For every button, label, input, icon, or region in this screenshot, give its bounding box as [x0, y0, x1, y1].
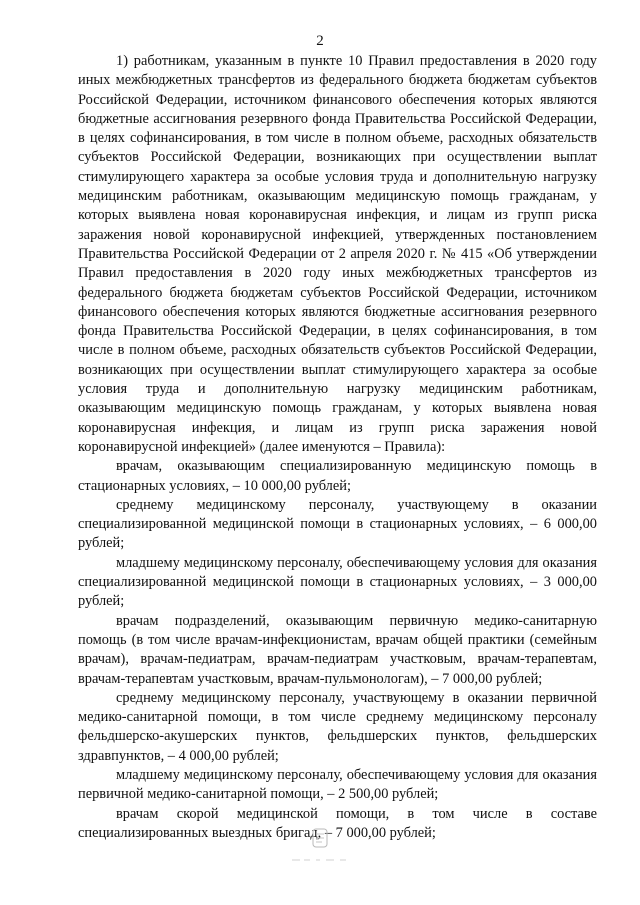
paragraph-junior-staff-primary-care: младшему медицинскому персоналу, обеспечивающему условия для оказания первичной медико-санитарной помощи, – 2 500,00 рублей;	[78, 766, 597, 803]
paragraph-nurses-inpatient: среднему медицинскому персоналу, участвующему в оказании специализированной медицинской помощи в стационарных условиях, – 6 000,00 рублей;	[78, 496, 597, 552]
paragraph-intro: 1) работникам, указанным в пункте 10 Правил предоставления в 2020 году иных межбюджетных трансфертов из федерального бюджета бюджетам субъектов Российской Федерации, источником финансового обеспечения которых являются бюджетные ассигнования резервного фонда Правительства Российской Федерации, в целях софинансирования, в том числе в полном объеме, расходных обязательств субъектов Российской Федерации, возникающих при осуществлении выплат стимулирующего характера за особые условия труда и дополнительную нагрузку медицинским работникам, оказывающим медицинскую помощь гражданам, у которых выявлена новая коронавирусная инфекция, и лицам из групп риска заражения новой коронавирусной инфекцией, утвержденных постановлением Правительства Российской Федерации от 2 апреля 2020 г. № 415 «Об утверждении Правил предоставления в 2020 году иных межбюджетных трансфертов из федерального бюджета бюджетам субъектов Российской Федерации, источником финансового обеспечения которых являются бюджетные ассигнования резервного фонда Правительства Российской Федерации, в целях софинансирования, в том числе в полном объеме, расходных обязательств субъектов Российской Федерации, возникающих при осуществлении выплат стимулирующего характера за особые условия труда и дополнительную нагрузку медицинским работникам, оказывающим медицинскую помощь гражданам, у которых выявлена новая коронавирусная инфекция, и лицам из групп риска заражения новой коронавирусной инфекцией» (далее именуются – Правила):	[78, 53, 597, 455]
paragraph-doctors-primary-care: врачам подразделений, оказывающим первичную медико-санитарную помощь (в том числе врачам-инфекционистам, врачам общей практики (семейным врачам), врачам-педиатрам, врачам-педиатрам участковым, врачам-терапевтам, врачам-терапевтам участковым, врачам-пульмонологам), – 7 000,00 рублей;	[78, 612, 597, 687]
paragraph-ambulance-doctors: врачам скорой медицинской помощи, в том числе в составе специализированных выездных бригад, – 7 000,00 рублей;	[78, 805, 597, 841]
page-number: 2	[316, 33, 324, 49]
paragraph-nurses-primary-care: среднему медицинскому персоналу, участвующему в оказании первичной медико-санитарной помощи, в том числе среднему медицинскому персоналу фельдшерско-акушерских пунктов, фельдшерских пунктов, фельдшерских здравпунктов, – 4 000,00 рублей;	[78, 689, 597, 764]
paragraph-doctors-inpatient: врачам, оказывающим специализированную медицинскую помощь в стационарных условиях, – 10 000,00 рублей;	[78, 458, 597, 494]
document-body	[78, 52, 597, 843]
stamp-mark-icon	[312, 828, 328, 848]
faint-scan-mark	[290, 856, 348, 864]
paragraph-junior-staff-inpatient: младшему медицинскому персоналу, обеспечивающему условия для оказания специализированной медицинской помощи в стационарных условиях, – 3 000,00 рублей;	[78, 554, 597, 610]
